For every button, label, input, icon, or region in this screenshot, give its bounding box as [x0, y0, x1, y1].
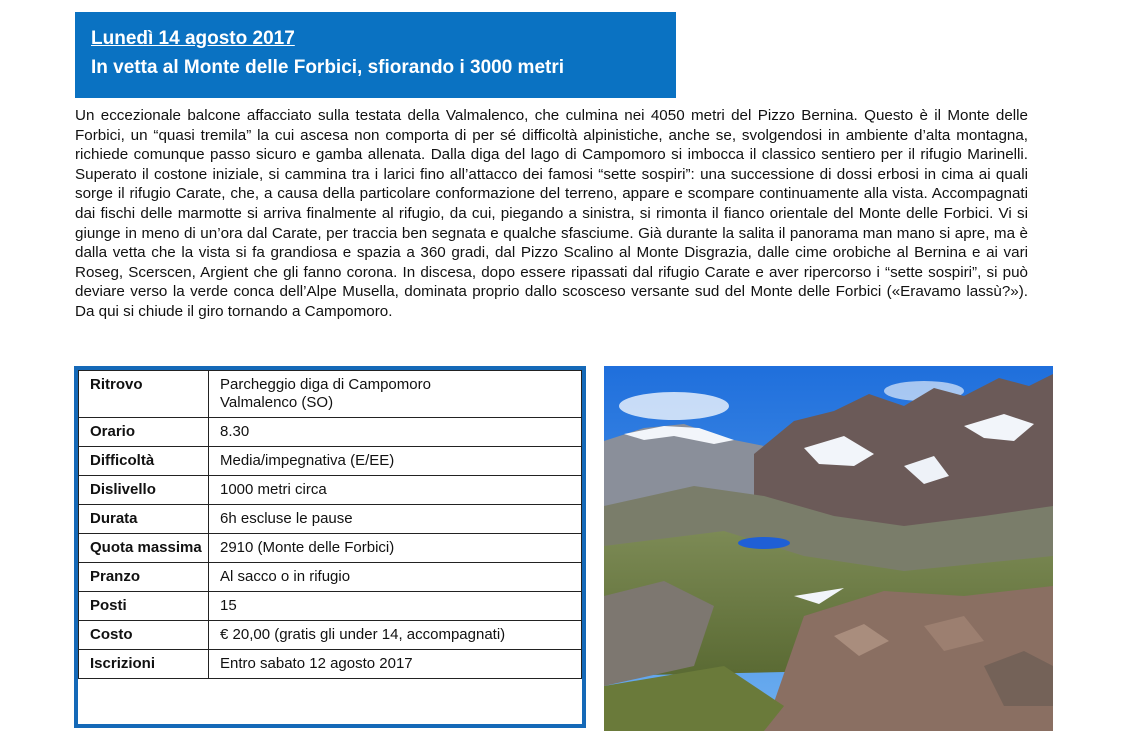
info-value-line: 15	[220, 597, 237, 614]
info-value	[209, 592, 582, 621]
info-value-line: € 20,00 (gratis gli under 14, accompagnati)	[220, 626, 506, 643]
info-value-line: 1000 metri circa	[220, 481, 327, 498]
info-label: Dislivello	[79, 476, 209, 505]
cloud	[619, 392, 729, 420]
info-label: Pranzo	[79, 563, 209, 592]
info-value	[209, 476, 582, 505]
info-value	[209, 650, 582, 679]
info-label: Orario	[79, 418, 209, 447]
info-label: Durata	[79, 505, 209, 534]
info-value-line: Entro sabato 12 agosto 2017	[220, 655, 413, 672]
info-label: Costo	[79, 621, 209, 650]
info-value-line: Parcheggio diga di Campomoro	[220, 376, 431, 393]
info-value-line: Media/impegnativa (E/EE)	[220, 452, 395, 469]
info-table	[78, 370, 582, 679]
info-row	[79, 371, 582, 418]
info-value	[209, 418, 582, 447]
info-value	[209, 505, 582, 534]
info-value-line: 6h escluse le pause	[220, 510, 353, 527]
info-value-line: 8.30	[220, 423, 250, 440]
event-title: In vetta al Monte delle Forbici, sfiorando i 3000 metri	[91, 57, 565, 78]
lake	[738, 537, 790, 549]
info-value-line: Valmalenco (SO)	[220, 394, 334, 411]
info-label: Quota massima	[79, 534, 209, 563]
info-label: Posti	[79, 592, 209, 621]
info-row	[79, 505, 582, 534]
info-label: Difficoltà	[79, 447, 209, 476]
info-label: Iscrizioni	[79, 650, 209, 679]
info-row	[79, 534, 582, 563]
info-row	[79, 650, 582, 679]
info-row	[79, 592, 582, 621]
info-table-box	[74, 366, 586, 728]
mountain-landscape-photo	[604, 366, 1053, 731]
title-banner	[75, 12, 676, 98]
event-date: Lunedì 14 agosto 2017	[91, 28, 295, 49]
info-row	[79, 621, 582, 650]
info-label: Ritrovo	[79, 371, 209, 418]
info-value-line: 2910 (Monte delle Forbici)	[220, 539, 395, 556]
info-row	[79, 476, 582, 505]
info-value	[209, 447, 582, 476]
info-row	[79, 418, 582, 447]
info-value	[209, 371, 582, 418]
info-value	[209, 563, 582, 592]
info-value-line: Al sacco o in rifugio	[220, 568, 351, 585]
info-value	[209, 534, 582, 563]
info-row	[79, 447, 582, 476]
info-row	[79, 563, 582, 592]
mountain-photo-illustration	[604, 366, 1053, 731]
info-value	[209, 621, 582, 650]
event-description: Un eccezionale balcone affacciato sulla testata della Valmalenco, che culmina nei 4050 metri del Pizzo Bernina. Questo è il Monte delle Forbici, un “quasi tremila” la cui ascesa non comporta di per sé difficoltà alpinistiche, anche se, svolgendosi in ambiente d’alta montagna, richiede comunque passo sicuro e gamba allenata. Dalla diga del lago di Campomoro si imbocca il classico sentiero per il rifugio Marinelli. Superato il costone iniziale, si cammina tra i larici fino all’attacco dei famosi “sette sospiri”: una successione di dossi erbosi in cima ai quali sorge il rifugio Carate, che, a causa della particolare conformazione del terreno, appare e scompare continuamente alla vista. Accompagnati dai fischi delle marmotte si arriva finalmente al rifugio, da cui, piegando a sinistra, si rimonta il fianco orientale del Monte delle Forbici. Vi si giunge in meno di un’ora dal Carate, per traccia ben segnata e qualche sfasciume. Già durante la salita il panorama man mano si apre, ma è dalla vetta che la vista si fa grandiosa e spazia a 360 gradi, dal Pizzo Scalino al Monte Disgrazia, dalle cime orobiche al Bernina e ai vari Roseg, Scerscen, Argient che gli fanno corona. In discesa, dopo essere ripassati dal rifugio Carate e aver ripercorso i “sette sospiri”, si può deviare verso la verde conca dell’Alpe Musella, dominata proprio dallo scosceso versante sud del Monte delle Forbici («Eravamo lassù?»). Da qui si chiude il giro tornando a Campomoro.	[75, 107, 1028, 320]
